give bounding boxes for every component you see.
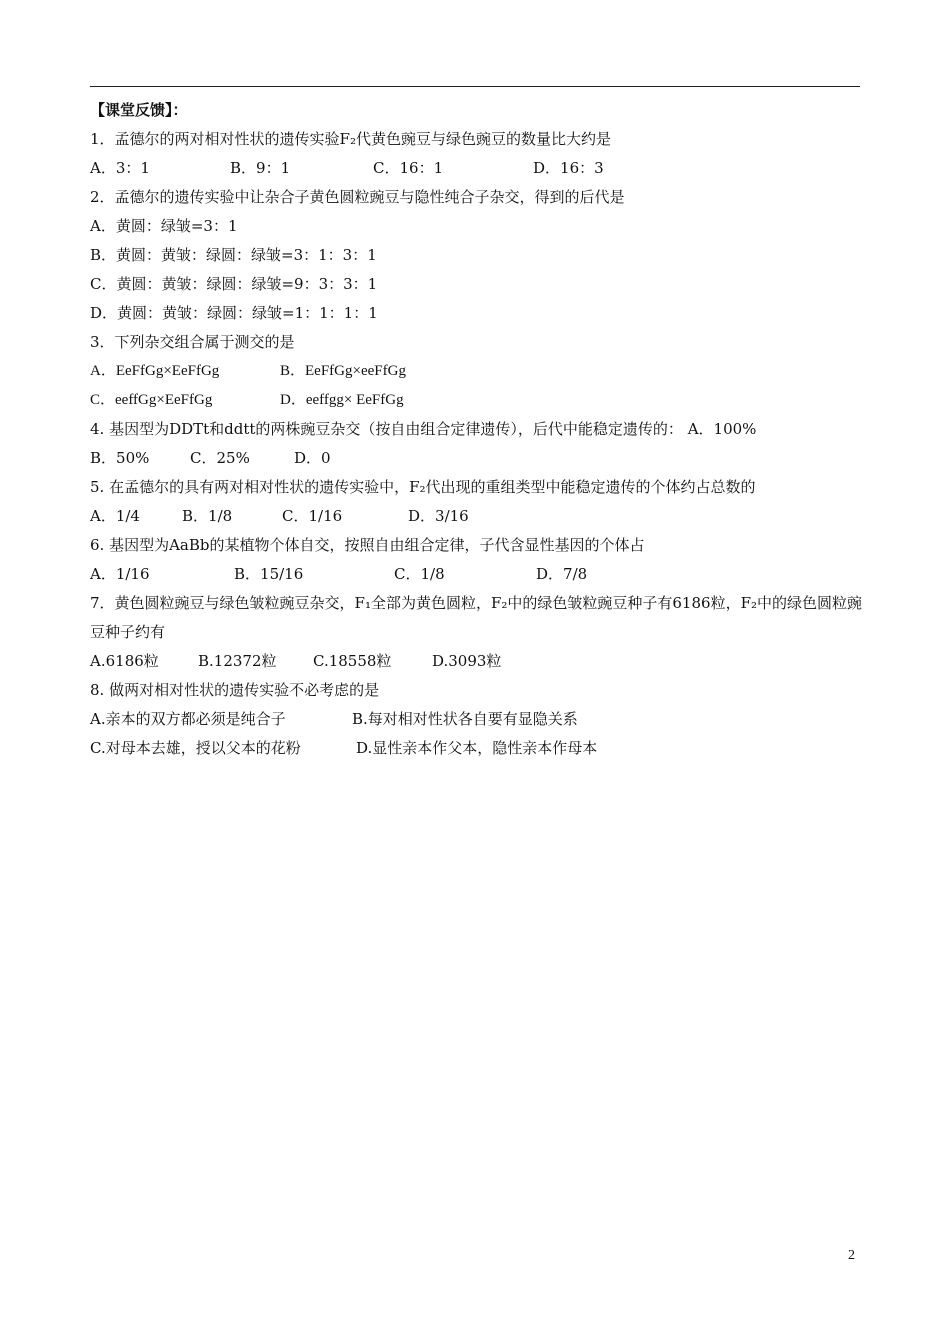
question-7-option-d: D.3093粒 — [432, 652, 502, 670]
question-5-options — [90, 502, 862, 531]
question-2-option-b: B．黄圆：黄皱：绿圆：绿皱=3：1：3：1 — [90, 246, 377, 264]
question-1-option-a: A．3：1 — [90, 159, 150, 177]
question-4-option-c: C．25% — [190, 449, 250, 467]
question-8-option-a: A.亲本的双方都必须是纯合子 — [90, 710, 286, 728]
question-6-option-a: A．1/16 — [90, 565, 150, 583]
question-4-option-b: B．50% — [90, 449, 150, 467]
question-3-option-a: A．EeFfGg×EeFfGg — [90, 363, 220, 379]
question-2-option-d: D．黄圆：黄皱：绿圆：绿皱=1：1：1：1 — [90, 304, 378, 322]
question-5-option-c: C．1/16 — [282, 507, 343, 525]
question-8-stem: 8. 做两对相对性状的遗传实验不必考虑的是 — [90, 681, 380, 699]
question-6-option-b: B．15/16 — [234, 565, 304, 583]
question-5-option-b: B．1/8 — [182, 507, 233, 525]
question-8-options-row-2 — [90, 734, 862, 763]
question-3-options-row-2 — [90, 386, 862, 415]
question-1-options — [90, 154, 862, 183]
question-7-option-c: C.18558粒 — [313, 652, 392, 670]
page-number: 2 — [848, 1248, 855, 1263]
question-4-options — [90, 444, 862, 473]
question-7-option-b: B.12372粒 — [198, 652, 277, 670]
question-2-option-c: C．黄圆：黄皱：绿圆：绿皱=9：3：3：1 — [90, 275, 378, 293]
question-1-stem: 1．孟德尔的两对相对性状的遗传实验F₂代黄色豌豆与绿色豌豆的数量比大约是 — [90, 130, 611, 148]
question-6-stem: 6. 基因型为AaBb的某植物个体自交，按照自由组合定律，子代含显性基因的个体占 — [90, 536, 645, 554]
question-2-stem: 2．孟德尔的遗传实验中让杂合子黄色圆粒豌豆与隐性纯合子杂交，得到的后代是 — [90, 188, 625, 206]
question-7-stem: 7．黄色圆粒豌豆与绿色皱粒豌豆杂交，F₁全部为黄色圆粒，F₂中的绿色皱粒豌豆种子有6186粒，F₂中的绿色圆粒豌豆种子约有 — [90, 594, 862, 641]
section-title: 【课堂反馈】： — [90, 101, 188, 119]
header-rule — [90, 86, 860, 87]
question-1-option-b: B．9：1 — [230, 159, 291, 177]
question-2-option-a: A．黄圆：绿皱=3：1 — [90, 217, 238, 235]
question-5-option-d: D．3/16 — [408, 507, 469, 525]
question-3-option-b: B．EeFfGg×eeFfGg — [280, 363, 406, 379]
question-6-options — [90, 560, 862, 589]
exercise-content — [90, 96, 862, 763]
question-4-stem: 4. 基因型为DDTt和ddtt的两株豌豆杂交（按自由组合定律遗传），后代中能稳定遗传的： A．100% — [90, 420, 757, 438]
question-6-option-d: D．7/8 — [536, 565, 588, 583]
question-3-stem: 3．下列杂交组合属于测交的是 — [90, 333, 295, 351]
question-3-option-c: C．eeffGg×EeFfGg — [90, 392, 213, 408]
question-5-stem: 5. 在孟德尔的具有两对相对性状的遗传实验中，F₂代出现的重组类型中能稳定遗传的个体约占总数的 — [90, 478, 756, 496]
question-7-option-a: A.6186粒 — [90, 652, 159, 670]
question-1-option-c: C．16：1 — [373, 159, 444, 177]
question-1-option-d: D．16：3 — [533, 159, 604, 177]
question-3-option-d: D．eeffgg× EeFfGg — [280, 392, 404, 408]
question-8-option-d: D.显性亲本作父本，隐性亲本作母本 — [356, 739, 598, 757]
question-8-option-c: C.对母本去雄，授以父本的花粉 — [90, 739, 301, 757]
question-7-options — [90, 647, 862, 676]
question-6-option-c: C．1/8 — [394, 565, 445, 583]
question-5-option-a: A．1/4 — [90, 507, 140, 525]
question-8-options-row-1 — [90, 705, 862, 734]
question-4-option-d: D．0 — [294, 449, 331, 467]
question-8-option-b: B.每对相对性状各自要有显隐关系 — [352, 710, 578, 728]
question-3-options-row-1 — [90, 357, 862, 386]
